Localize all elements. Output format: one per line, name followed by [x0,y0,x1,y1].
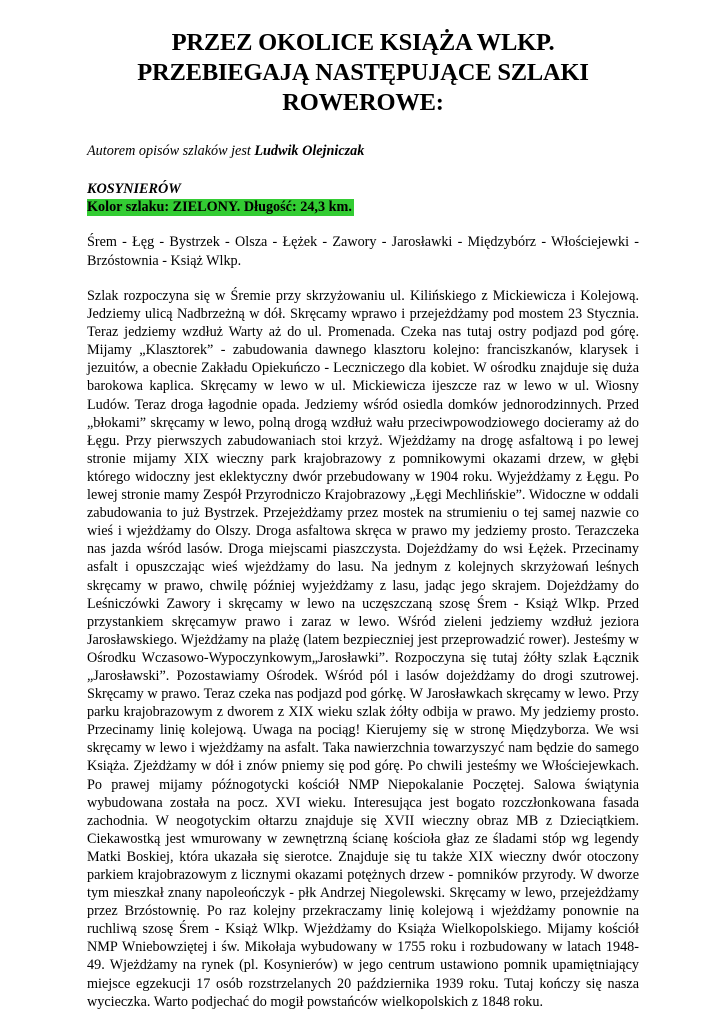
author-name: Ludwik Olejniczak [254,143,365,159]
route-stops: Śrem - Łęg - Bystrzek - Olsza - Łężek - Zawory - Jarosławki - Międzybórz - Włościejewki - Brzóstownia - Książ Wlkp. [87,234,639,269]
title-line-2: PRZEBIEGAJĄ NASTĘPUJĄCE SZLAKI [137,59,589,86]
route-meta-highlight: Kolor szlaku: ZIELONY. Długość: 24,3 km. [87,199,352,215]
author-line [87,142,639,160]
document-title [87,28,639,118]
route-name: KOSYNIERÓW [87,181,181,197]
author-prefix: Autorem opisów szlaków jest [87,143,255,159]
title-line-1: PRZEZ OKOLICE KSIĄŻA WLKP. [171,29,555,56]
route-description: Szlak rozpoczyna się w Śremie przy skrzyżowaniu ul. Kilińskiego z Mickiewicza i Kolejową. Jedziemy ulicą Nadbrzeżną w dół. Skręcamy wprawo i przejeżdżamy pod mostem 23 Stycznia. Teraz jedziemy wzdłuż Warty aż do ul. Promenada. Czeka nas tutaj ostry podjazd pod górę. Mijamy „Klasztorek” - zabudowania dawnego klasztoru kolejno: franciszkanów, klarysek i jezuitów, a obecnie Zakładu Opiekuńczo - Leczniczego dla kobiet. W ośrodku znajduje się duża barokowa kaplica. Skręcamy w lewo w ul. Mickiewicza ijeszcze raz w lewo w ul. Wiosny Ludów. Teraz droga łagodnie opada. Jedziemy wśród osiedla domków jednorodzinnych. Przed „błokami” skręcamy w lewo, polną drogą wzdłuż wału przeciwpowodziowego docieramy aż do Łęgu. Przy pierwszych zabudowaniach stoi krzyż. Wjeżdżamy na drogę asfaltową i po lewej stronie mijamy XIX wieczny park krajobrazowy z pomnikowymi okazami drzew, w głębi którego widoczny jest eklektyczny dwór przebudowany w 1904 roku. Wyjeżdżamy z Łęgu. Po lewej stronie mamy Zespół Przyrodniczo Krajobrazowy „Łęgi Mechlińskie”. Widoczne w oddali zabudowania to już Bystrzek. Przejeżdżamy przez mostek na strumieniu o tej samej nazwie co wieś i wjeżdżamy do Olszy. Droga asfaltowa skręca w prawo my jedziemy prosto. Terazczeka nas jazda wśród lasów. Droga miejscami piaszczysta. Dojeżdżamy do wsi Łężek. Przecinamy asfalt i opuszczając wieś wjeżdżamy do lasu. Na jednym z kolejnych skrzyżowań leśnych skręcamy w prawo, chwilę później wyjeżdżamy z lasu, jadąc jego skrajem. Dojeżdżamy do Leśniczówki Zawory i skręcamy w lewo na uczęszczaną szosę Śrem - Książ Wlkp. Przed przystankiem skręcamyw prawo i zaraz w lewo. Wśród zieleni jedziemy wzdłuż jeziora Jarosławskiego. Wjeżdżamy na plażę (latem bezpieczniej jest przeprowadzić rower). Jesteśmy w Ośrodku Wczasowo-Wypoczynkowym„Jarosławki”. Rozpoczyna się tutaj żółty szlak Łącznik „Jarosławski”. Pozostawiamy Ośrodek. Wśród pól i lasów dojeżdżamy do drogi szutrowej. Skręcamy w prawo. Teraz czeka nas podjazd pod górkę. W Jarosławkach skręcamy w lewo. Przy parku krajobrazowym z dworem z XIX wieku szlak żółty odbija w prawo. My jedziemy prosto. Przecinamy linię kolejową. Uwaga na pociąg! Kierujemy się w stronę Międzyborza. We wsi skręcamy w lewo i wjeżdżamy na asfalt. Taka nawierzchnia towarzyszyć nam będzie do samego Książa. Zjeżdżamy w dół i znów pniemy się pod górę. Po chwili jesteśmy we Włościejewkach. Po prawej mijamy późnogotycki kościół NMP Niepokalanie Poczętej. Salowa świątynia wybudowana została na pocz. XVI wieku. Interesująca jest bogato rozczłonkowana fasada zachodnia. W neogotyckim ołtarzu znajduje się XVII wieczny obraz MB z Dzieciątkiem. Ciekawostką jest wmurowany w zewnętrzną ścianę kościoła głaz ze śladami stóp wg legendy Matki Boskiej, która ukazała się sierotce. Znajduje się tu także XIX wieczny dwór otoczony parkiem krajobrazowym z licznymi okazami potężnych drzew - pomników przyrody. W dworze tym mieszkał znany napoleończyk - płk Andrzej Niegolewski. Skręcamy w lewo, przejeżdżamy przez Brzóstownię. Po raz kolejny przekraczamy linię kolejową i wjeżdżamy ponownie na ruchliwą szosę Śrem - Książ Wlkp. Wjeżdżamy do Książa Wielkopolskiego. Mijamy kościół NMP Wniebowziętej i św. Mikołaja wybudowany w 1755 roku i rozbudowany w latach 1948-49. Wjeżdżamy na rynek (pl. Kosynierów) w jego centrum ustawiono pomnik upamiętniający miejsce egzekucji 17 osób rozstrzelanych 20 października 1939 roku. Tutaj kończy się nasza wycieczka. Warto podjechać do mogił powstańców wielkopolskich z 1848 roku. [87,288,639,1010]
title-line-3: ROWEROWE: [282,89,444,116]
document-page [87,28,639,1011]
